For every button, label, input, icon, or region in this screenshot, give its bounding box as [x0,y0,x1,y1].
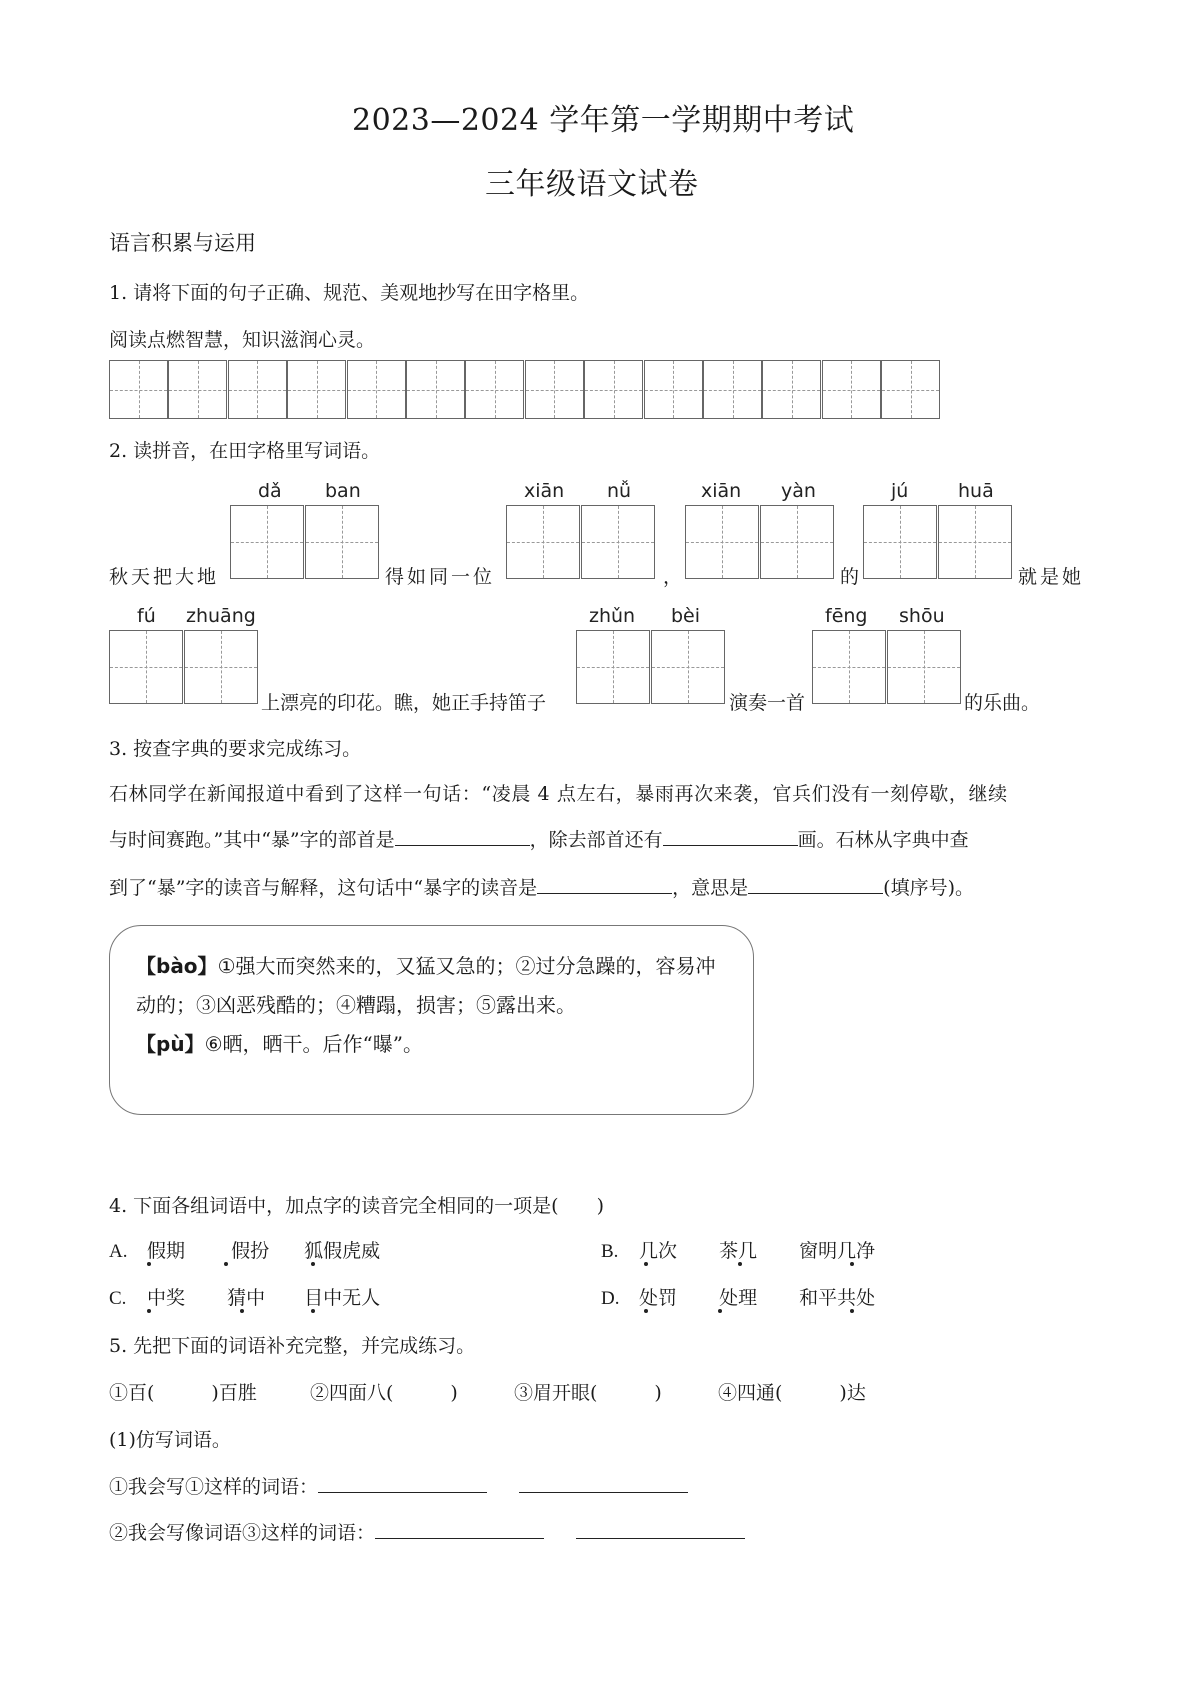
option-word: 中奖 [147,1287,186,1309]
writing-cell[interactable] [581,505,655,579]
writing-cell[interactable] [406,360,465,419]
q2-text: 的 [840,566,860,588]
answer-blank[interactable] [375,1520,544,1539]
option-word: 猜中 [227,1287,266,1309]
q2-stem: 2. 读拼音，在田字格里写词语。 [109,440,381,462]
idiom-item[interactable]: ③眉开眼( ) [514,1382,662,1404]
q3-text: 与时间赛跑。”其中“暴”字的部首是 [109,829,395,851]
answer-blank[interactable] [519,1474,688,1493]
writing-cell[interactable] [887,630,961,704]
emphasis-dot [311,1309,315,1313]
option-word: 茶几 [719,1240,758,1262]
q5-text: ①我会写①这样的词语： [109,1476,319,1498]
writing-cell[interactable] [184,630,258,704]
q2-text: ， [663,566,683,588]
q1-stem: 1. 请将下面的句子正确、规范、美观地抄写在田字格里。 [109,282,590,304]
q3-stem: 3. 按查字典的要求完成练习。 [109,738,362,760]
writing-cell[interactable] [685,505,759,579]
option-word: 和平共处 [799,1287,876,1309]
emphasis-dot [850,1262,854,1266]
writing-cell[interactable] [230,505,304,579]
exam-title: 2023—2024 学年第一学期期中考试 [352,103,855,138]
answer-blank[interactable] [663,827,798,846]
q5-idioms [109,1378,866,1405]
dict-pinyin: 【bào】 [136,954,218,978]
q4-option-a[interactable] [109,1236,380,1263]
pinyin: yàn [781,480,816,502]
pinyin: nǚ [607,480,632,502]
pinyin: xiān [701,480,742,502]
idiom-item[interactable]: ①百( )百胜 [109,1382,257,1404]
q4-option-d[interactable] [601,1283,875,1310]
answer-blank[interactable] [748,875,883,894]
writing-cell[interactable] [506,505,580,579]
writing-cell[interactable] [347,360,406,419]
dict-line [136,1028,423,1057]
dict-text: ①强大而突然来的，又猛又急的；②过分急躁的，容易冲 [217,954,716,978]
q5-line1 [109,1472,688,1499]
answer-blank[interactable] [318,1474,487,1493]
option-word: 假扮 [231,1240,270,1262]
writing-cell[interactable] [703,360,762,419]
emphasis-dot [738,1262,742,1266]
q1-sentence: 阅读点燃智慧，知识滋润心灵。 [109,329,376,351]
writing-cell[interactable] [863,505,937,579]
option-word: 目中无人 [304,1287,381,1309]
idiom-item[interactable]: ②四面八( ) [310,1382,458,1404]
answer-blank[interactable] [537,875,672,894]
writing-cell[interactable] [287,360,346,419]
pinyin: bèi [671,605,701,627]
writing-cell[interactable] [305,505,379,579]
option-label: A. [109,1241,128,1262]
writing-cell[interactable] [576,630,650,704]
option-word: 狐假虎威 [304,1240,381,1262]
option-word: 窗明几净 [799,1240,876,1262]
q4-option-b[interactable] [601,1236,875,1263]
q3-text: 画。石林从字典中查 [797,829,969,851]
option-word: 几次 [639,1240,678,1262]
writing-cell[interactable] [644,360,703,419]
q3-paragraph [109,873,974,900]
pinyin: ban [325,480,361,502]
q3-paragraph [109,825,969,852]
dictionary-entry-box [109,925,754,1115]
writing-cell[interactable] [762,360,821,419]
q3-text: (填序号)。 [883,877,974,899]
emphasis-dot [644,1262,648,1266]
emphasis-dot [718,1309,722,1313]
option-word: 处理 [719,1287,758,1309]
writing-cell[interactable] [168,360,227,419]
writing-cell[interactable] [760,505,834,579]
q5-line2 [109,1518,745,1545]
option-word: 处罚 [639,1287,678,1309]
q3-text: 到了“暴”字的读音与解释，这句话中“暴字的读音是 [109,877,538,899]
exam-subtitle: 三年级语文试卷 [485,167,699,202]
pinyin: zhuāng [186,605,256,627]
option-label: C. [109,1288,127,1309]
emphasis-dot [224,1262,228,1266]
q2-text: 演奏一首 [729,692,806,714]
writing-cell[interactable] [109,360,168,419]
q3-text: ，除去部首还有 [529,829,663,851]
q3-paragraph: 石林同学在新闻报道中看到了这样一句话：“凌晨 4 点左右，暴雨再次来袭，官兵们没有一刻停歇，继续 [109,783,1008,805]
pinyin: dǎ [258,480,282,502]
q4-stem: 4. 下面各组词语中，加点字的读音完全相同的一项是( ) [109,1195,604,1217]
pinyin: xiān [524,480,565,502]
q2-text: 的乐曲。 [964,692,1041,714]
dict-line: 动的；③凶恶残酷的；④糟蹋，损害；⑤露出来。 [136,993,576,1017]
writing-cell[interactable] [881,360,940,419]
writing-cell[interactable] [228,360,287,419]
dict-pinyin: 【pù】 [136,1032,205,1056]
option-label: D. [601,1288,620,1309]
pinyin: fēng [825,605,868,627]
q4-option-c[interactable] [109,1283,380,1310]
answer-blank[interactable] [576,1520,745,1539]
writing-cell[interactable] [525,360,584,419]
pinyin: huā [958,480,994,502]
q1-writing-grid[interactable] [109,360,941,420]
q5-sub1: (1)仿写词语。 [109,1429,231,1451]
emphasis-dot [850,1309,854,1313]
emphasis-dot [644,1309,648,1313]
option-label: B. [601,1241,619,1262]
emphasis-dot [147,1309,151,1313]
idiom-item[interactable]: ④四通( )达 [718,1382,866,1404]
option-word: 假期 [147,1240,186,1262]
dict-text: ⑥晒，晒干。后作“曝”。 [204,1032,423,1056]
answer-blank[interactable] [395,827,530,846]
writing-cell[interactable] [465,360,524,419]
pinyin: fú [137,605,156,627]
emphasis-dot [311,1262,315,1266]
pinyin: zhǔn [589,605,636,627]
writing-cell[interactable] [651,630,725,704]
writing-cell[interactable] [584,360,643,419]
q2-text: 上漂亮的印花。瞧，她正手持笛子 [261,692,547,714]
writing-cell[interactable] [812,630,886,704]
q3-text: ，意思是 [672,877,749,899]
q2-text: 秋天把大地 [109,566,220,588]
emphasis-dot [147,1262,151,1266]
writing-cell[interactable] [109,630,183,704]
writing-cell[interactable] [822,360,881,419]
dict-line [136,950,716,979]
emphasis-dot [240,1309,244,1313]
q2-text: 就是她 [1018,566,1085,588]
section-title: 语言积累与运用 [109,231,256,255]
pinyin: shōu [899,605,945,627]
q2-text: 得如同一位 [385,566,496,588]
q5-text: ②我会写像词语③这样的词语： [109,1522,376,1544]
pinyin: jú [891,480,909,502]
q5-stem: 5. 先把下面的词语补充完整，并完成练习。 [109,1335,476,1357]
writing-cell[interactable] [938,505,1012,579]
